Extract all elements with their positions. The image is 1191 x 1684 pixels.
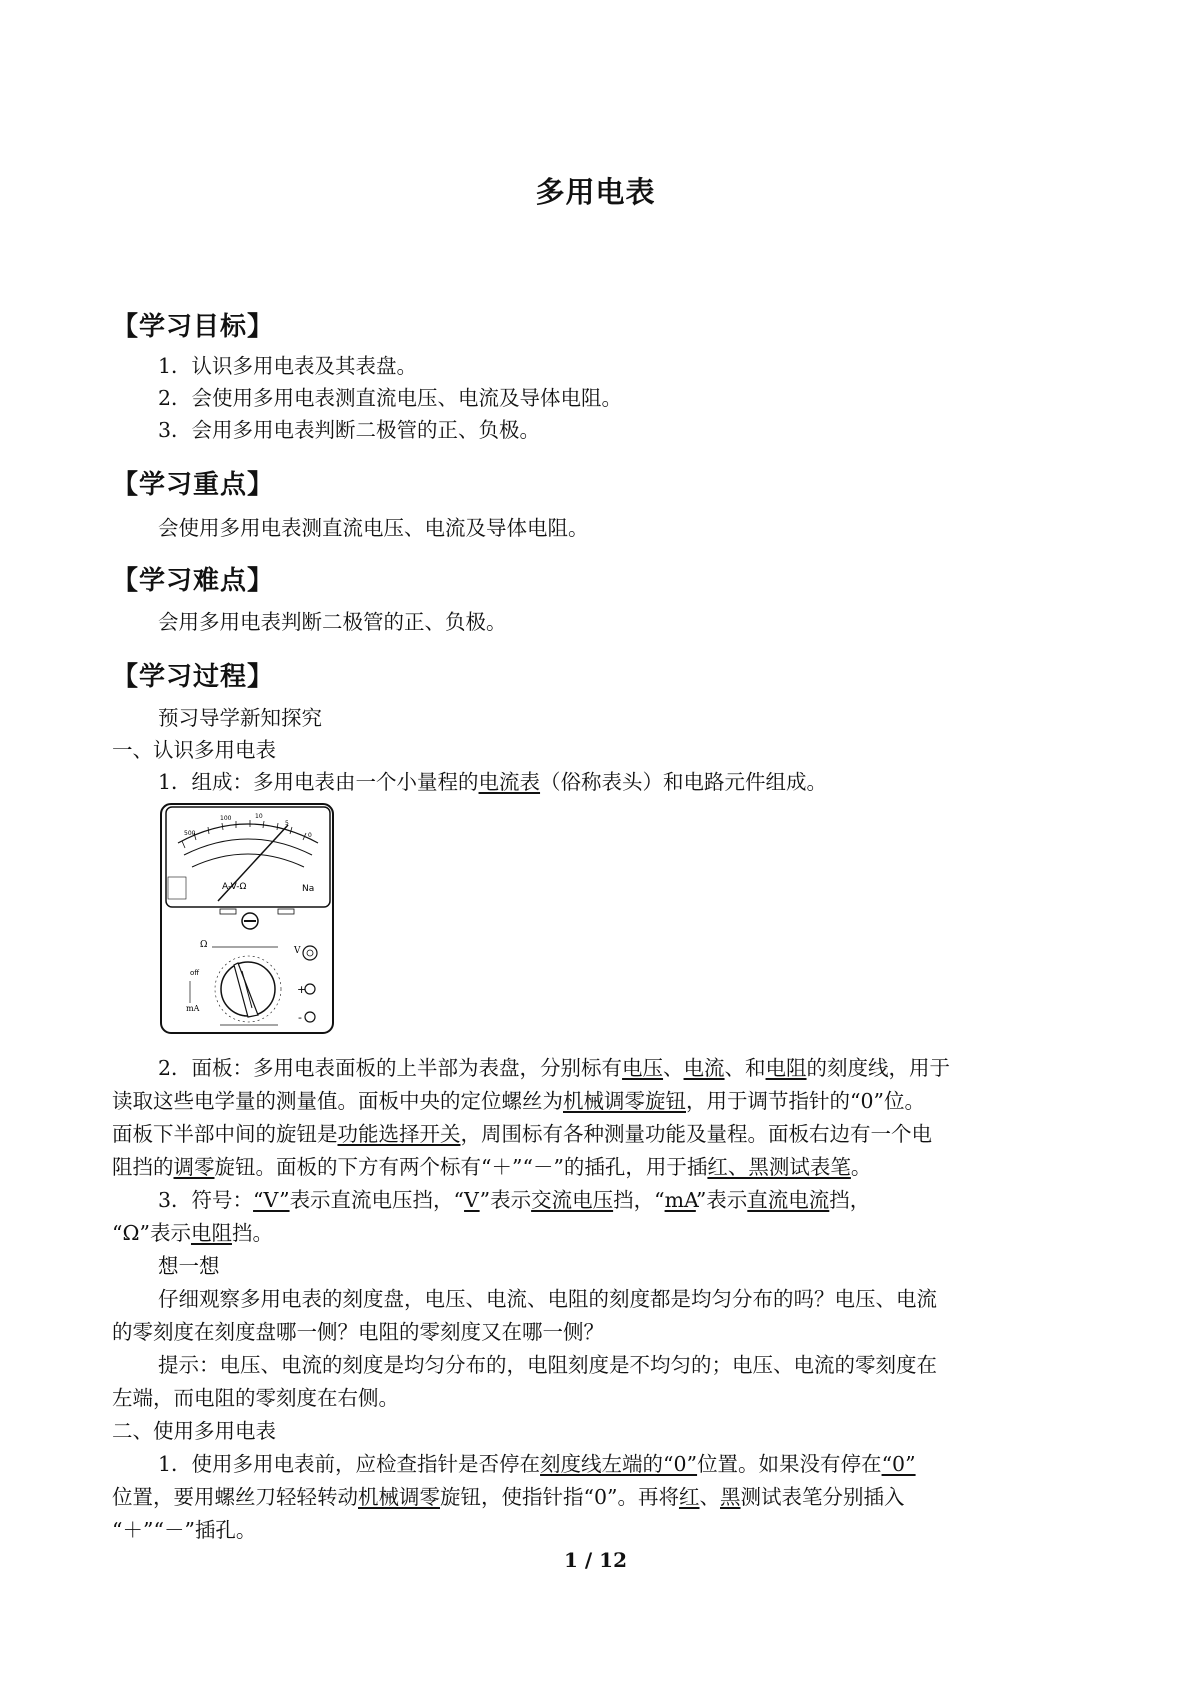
v-symbol: V: [294, 946, 301, 956]
text: ”表示: [695, 1188, 748, 1212]
item1-line: [158, 772, 827, 793]
ohm-zero-knob: [303, 946, 317, 960]
process-heading: 【学习过程】: [112, 662, 275, 692]
text: 1．组成：多用电表由一个小量程的: [158, 770, 479, 794]
item3-line1: [158, 1190, 870, 1211]
text: （俗称表头）和电路元件组成。: [540, 770, 828, 794]
item2-line3: [112, 1124, 932, 1145]
text: 面板下半部中间的旋钮是: [112, 1122, 338, 1146]
text: 、和: [724, 1056, 766, 1080]
hint-line1: 提示：电压、电流的刻度是均匀分布的，电阻刻度是不均匀的；电压、电流的零刻度在: [158, 1353, 937, 1377]
use1-line3: “＋”“－”插孔。: [112, 1518, 257, 1542]
text: 位置，要用螺丝刀轻轻转动: [112, 1485, 358, 1509]
text: 3．符号：: [158, 1188, 254, 1212]
page-title: 多用电表: [535, 175, 656, 209]
text: 2．面板：多用电表面板的上半部为表盘，分别标有: [158, 1056, 623, 1080]
text: 旋钮，使指针指“0”。再将: [440, 1485, 680, 1509]
scale-number: 10: [255, 813, 263, 820]
underlined-answer: 直流电流: [747, 1188, 830, 1212]
text: 测试表笔分别插入: [740, 1485, 905, 1509]
text: 位置。如果没有停在: [697, 1452, 882, 1476]
underlined-answer: 功能选择开关: [337, 1122, 461, 1146]
underlined-answer: 调零: [173, 1155, 215, 1179]
text: 读取这些电学量的测量值。面板中央的定位螺丝为: [112, 1089, 563, 1113]
minus-symbol: -: [298, 1011, 302, 1024]
underlined-answer: 机械调零: [358, 1485, 440, 1509]
text: 旋钮。面板的下方有两个标有“＋”“－”的插孔，用于插: [214, 1155, 708, 1179]
text: 挡。: [231, 1221, 273, 1245]
text: 挡，: [829, 1188, 871, 1212]
underlined-answer: 红: [679, 1485, 700, 1509]
off-label: off: [190, 969, 200, 977]
underlined-answer: “0”: [881, 1452, 916, 1476]
underlined-answer: 黑: [720, 1485, 741, 1509]
ohm-symbol: Ω: [200, 940, 208, 950]
text: 、: [699, 1485, 721, 1509]
text: 表示直流电压挡，“: [289, 1188, 465, 1212]
goal-item: 1．认识多用电表及其表盘。: [158, 354, 418, 378]
total-pages: 12: [599, 1548, 627, 1572]
item2-line1: [158, 1058, 950, 1079]
plus-jack: [305, 984, 315, 994]
scale-number: 100: [220, 815, 232, 822]
text: 挡，“: [613, 1188, 665, 1212]
scale-number: 5: [285, 820, 289, 827]
text: 。: [850, 1155, 872, 1179]
difficulty-text: 会用多用电表判断二极管的正、负极。: [158, 610, 507, 634]
key-heading: 【学习重点】: [112, 470, 275, 500]
underlined-answer: 电流表: [478, 770, 541, 794]
bracket-left: [220, 909, 236, 914]
underlined-answer: “V”: [253, 1188, 290, 1212]
hint-line2: 左端，而电阻的零刻度在右侧。: [112, 1386, 399, 1410]
underlined-answer: 电阻: [765, 1056, 807, 1080]
text: 1．使用多用电表前，应检查指针是否停在: [158, 1452, 541, 1476]
part1-title: 一、认识多用电表: [112, 738, 276, 762]
current-page: 1: [564, 1548, 578, 1572]
key-text: 会使用多用电表测直流电压、电流及导体电阻。: [158, 516, 589, 540]
text: “Ω”表示: [112, 1221, 191, 1245]
preview-label: 预习导学新知探究: [158, 706, 322, 730]
multimeter-figure: [160, 803, 334, 1034]
text: 、: [663, 1056, 684, 1080]
underlined-answer: mA: [664, 1188, 696, 1212]
text: ，用于调节指针的“0”位。: [686, 1089, 926, 1113]
brand-label: Na: [302, 884, 315, 894]
underlined-answer: 电阻: [190, 1221, 232, 1245]
page-separator: /: [577, 1548, 600, 1572]
think-line2: 的零刻度在刻度盘哪一侧？电阻的零刻度又在哪一侧？: [112, 1320, 604, 1344]
item2-line2: [112, 1091, 925, 1112]
ma-symbol: mA: [186, 1004, 200, 1013]
underlined-answer: 红、黑测试表笔: [707, 1155, 851, 1179]
text: 的刻度线，用于: [806, 1056, 951, 1080]
minus-jack: [305, 1012, 315, 1022]
use1-line1: [158, 1454, 916, 1475]
item2-line4: [112, 1157, 871, 1178]
unit-label: A-V-Ω: [222, 882, 247, 892]
underlined-answer: 电压: [622, 1056, 664, 1080]
underlined-answer: 交流电压: [531, 1188, 614, 1212]
text: 阻挡的: [112, 1155, 174, 1179]
text: ，周围标有各种测量功能及量程。面板右边有一个电: [460, 1122, 932, 1146]
think-line1: 仔细观察多用电表的刻度盘，电压、电流、电阻的刻度都是均匀分布的吗？电压、电流: [158, 1287, 937, 1311]
page-number: [0, 1548, 1191, 1572]
part2-title: 二、使用多用电表: [112, 1419, 276, 1443]
underlined-answer: 机械调零旋钮: [563, 1089, 686, 1113]
scale-number: 0: [308, 832, 312, 839]
plus-symbol: +: [297, 983, 307, 996]
item3-line2: [112, 1223, 273, 1244]
text: ”表示: [479, 1188, 532, 1212]
goal-item: 2．会使用多用电表测直流电压、电流及导体电阻。: [158, 386, 623, 410]
underlined-answer: 刻度线左端的“0”: [540, 1452, 698, 1476]
underlined-answer: 电流: [683, 1056, 725, 1080]
difficulty-heading: 【学习难点】: [112, 566, 275, 596]
goal-item: 3．会用多用电表判断二极管的正、负极。: [158, 418, 541, 442]
think-title: 想一想: [158, 1254, 220, 1278]
goals-heading: 【学习目标】: [112, 312, 275, 342]
underlined-answer: V: [464, 1188, 480, 1212]
scale-number: 500: [184, 830, 196, 837]
bracket-right: [278, 909, 294, 914]
use1-line2: [112, 1487, 905, 1508]
